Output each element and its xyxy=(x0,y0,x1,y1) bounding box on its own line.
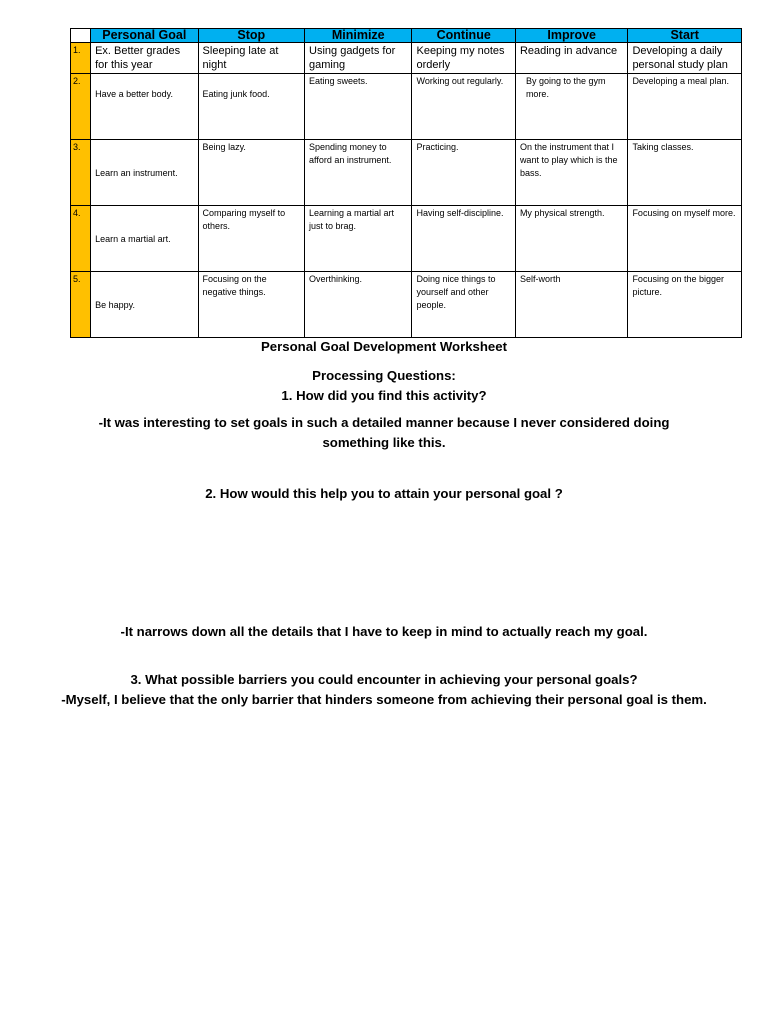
stop-cell: Sleeping late at night xyxy=(198,43,304,74)
worksheet-title: Personal Goal Development Worksheet xyxy=(261,339,507,354)
question-2: 2. How would this help you to attain your personal goal ? xyxy=(205,486,563,501)
improve-cell: Self-worth xyxy=(515,272,628,338)
question-1: 1. How did you find this activity? xyxy=(281,388,487,403)
continue-cell: Doing nice things to yourself and other people. xyxy=(412,272,515,338)
header-stop: Stop xyxy=(198,29,304,43)
goal-cell xyxy=(91,140,198,206)
header-start: Start xyxy=(628,29,742,43)
goal-cell xyxy=(91,206,198,272)
row-number: 5. xyxy=(71,272,91,338)
table-row xyxy=(71,206,742,272)
goal-worksheet-table xyxy=(70,28,742,338)
header-personal-goal: Personal Goal xyxy=(91,29,198,43)
stop-cell: Being lazy. xyxy=(198,140,304,206)
minimize-cell: Using gadgets for gaming xyxy=(305,43,412,74)
row-number: 2. xyxy=(71,74,91,140)
answer-1: -It was interesting to set goals in such a detailed manner because I never considered doing something like this. xyxy=(98,415,670,450)
continue-cell: Keeping my notes orderly xyxy=(412,43,515,74)
goal-text: Learn a martial art. xyxy=(95,234,171,244)
processing-heading: Processing Questions: xyxy=(312,368,456,383)
improve-cell: By going to the gym more. xyxy=(515,74,628,140)
goal-text: Learn an instrument. xyxy=(95,168,178,178)
improve-cell: Reading in advance xyxy=(515,43,628,74)
header-continue: Continue xyxy=(412,29,515,43)
start-cell: Taking classes. xyxy=(628,140,742,206)
row-number: 4. xyxy=(71,206,91,272)
goal-cell: Ex. Better grades for this year xyxy=(91,43,198,74)
improve-cell: On the instrument that I want to play which is the bass. xyxy=(515,140,628,206)
minimize-cell: Learning a martial art just to brag. xyxy=(305,206,412,272)
goal-text: Have a better body. xyxy=(95,89,173,99)
goal-text: Be happy. xyxy=(95,300,135,310)
header-minimize: Minimize xyxy=(305,29,412,43)
table-row xyxy=(71,272,742,338)
minimize-cell: Eating sweets. xyxy=(305,74,412,140)
header-improve: Improve xyxy=(515,29,628,43)
table-row xyxy=(71,43,742,74)
stop-cell: Comparing myself to others. xyxy=(198,206,304,272)
table-header-row xyxy=(71,29,742,43)
goal-cell xyxy=(91,74,198,140)
table-row xyxy=(71,74,742,140)
minimize-cell: Overthinking. xyxy=(305,272,412,338)
improve-cell: My physical strength. xyxy=(515,206,628,272)
answer-2: -It narrows down all the details that I have to keep in mind to actually reach my goal. xyxy=(120,624,648,639)
start-cell: Developing a daily personal study plan xyxy=(628,43,742,74)
start-cell: Focusing on myself more. xyxy=(628,206,742,272)
stop-text: Eating junk food. xyxy=(202,89,270,99)
continue-cell: Having self-discipline. xyxy=(412,206,515,272)
start-cell: Developing a meal plan. xyxy=(628,74,742,140)
question-3: 3. What possible barriers you could encounter in achieving your personal goals? xyxy=(130,672,638,687)
minimize-cell: Spending money to afford an instrument. xyxy=(305,140,412,206)
row-number: 3. xyxy=(71,140,91,206)
continue-cell: Practicing. xyxy=(412,140,515,206)
continue-cell: Working out regularly. xyxy=(412,74,515,140)
row-number: 1. xyxy=(71,43,91,74)
table-row xyxy=(71,140,742,206)
stop-cell: Focusing on the negative things. xyxy=(198,272,304,338)
stop-cell xyxy=(198,74,304,140)
start-cell: Focusing on the bigger picture. xyxy=(628,272,742,338)
goal-cell xyxy=(91,272,198,338)
header-corner xyxy=(71,29,91,43)
answer-3: -Myself, I believe that the only barrier that hinders someone from achieving their personal goal is them. xyxy=(61,692,707,707)
